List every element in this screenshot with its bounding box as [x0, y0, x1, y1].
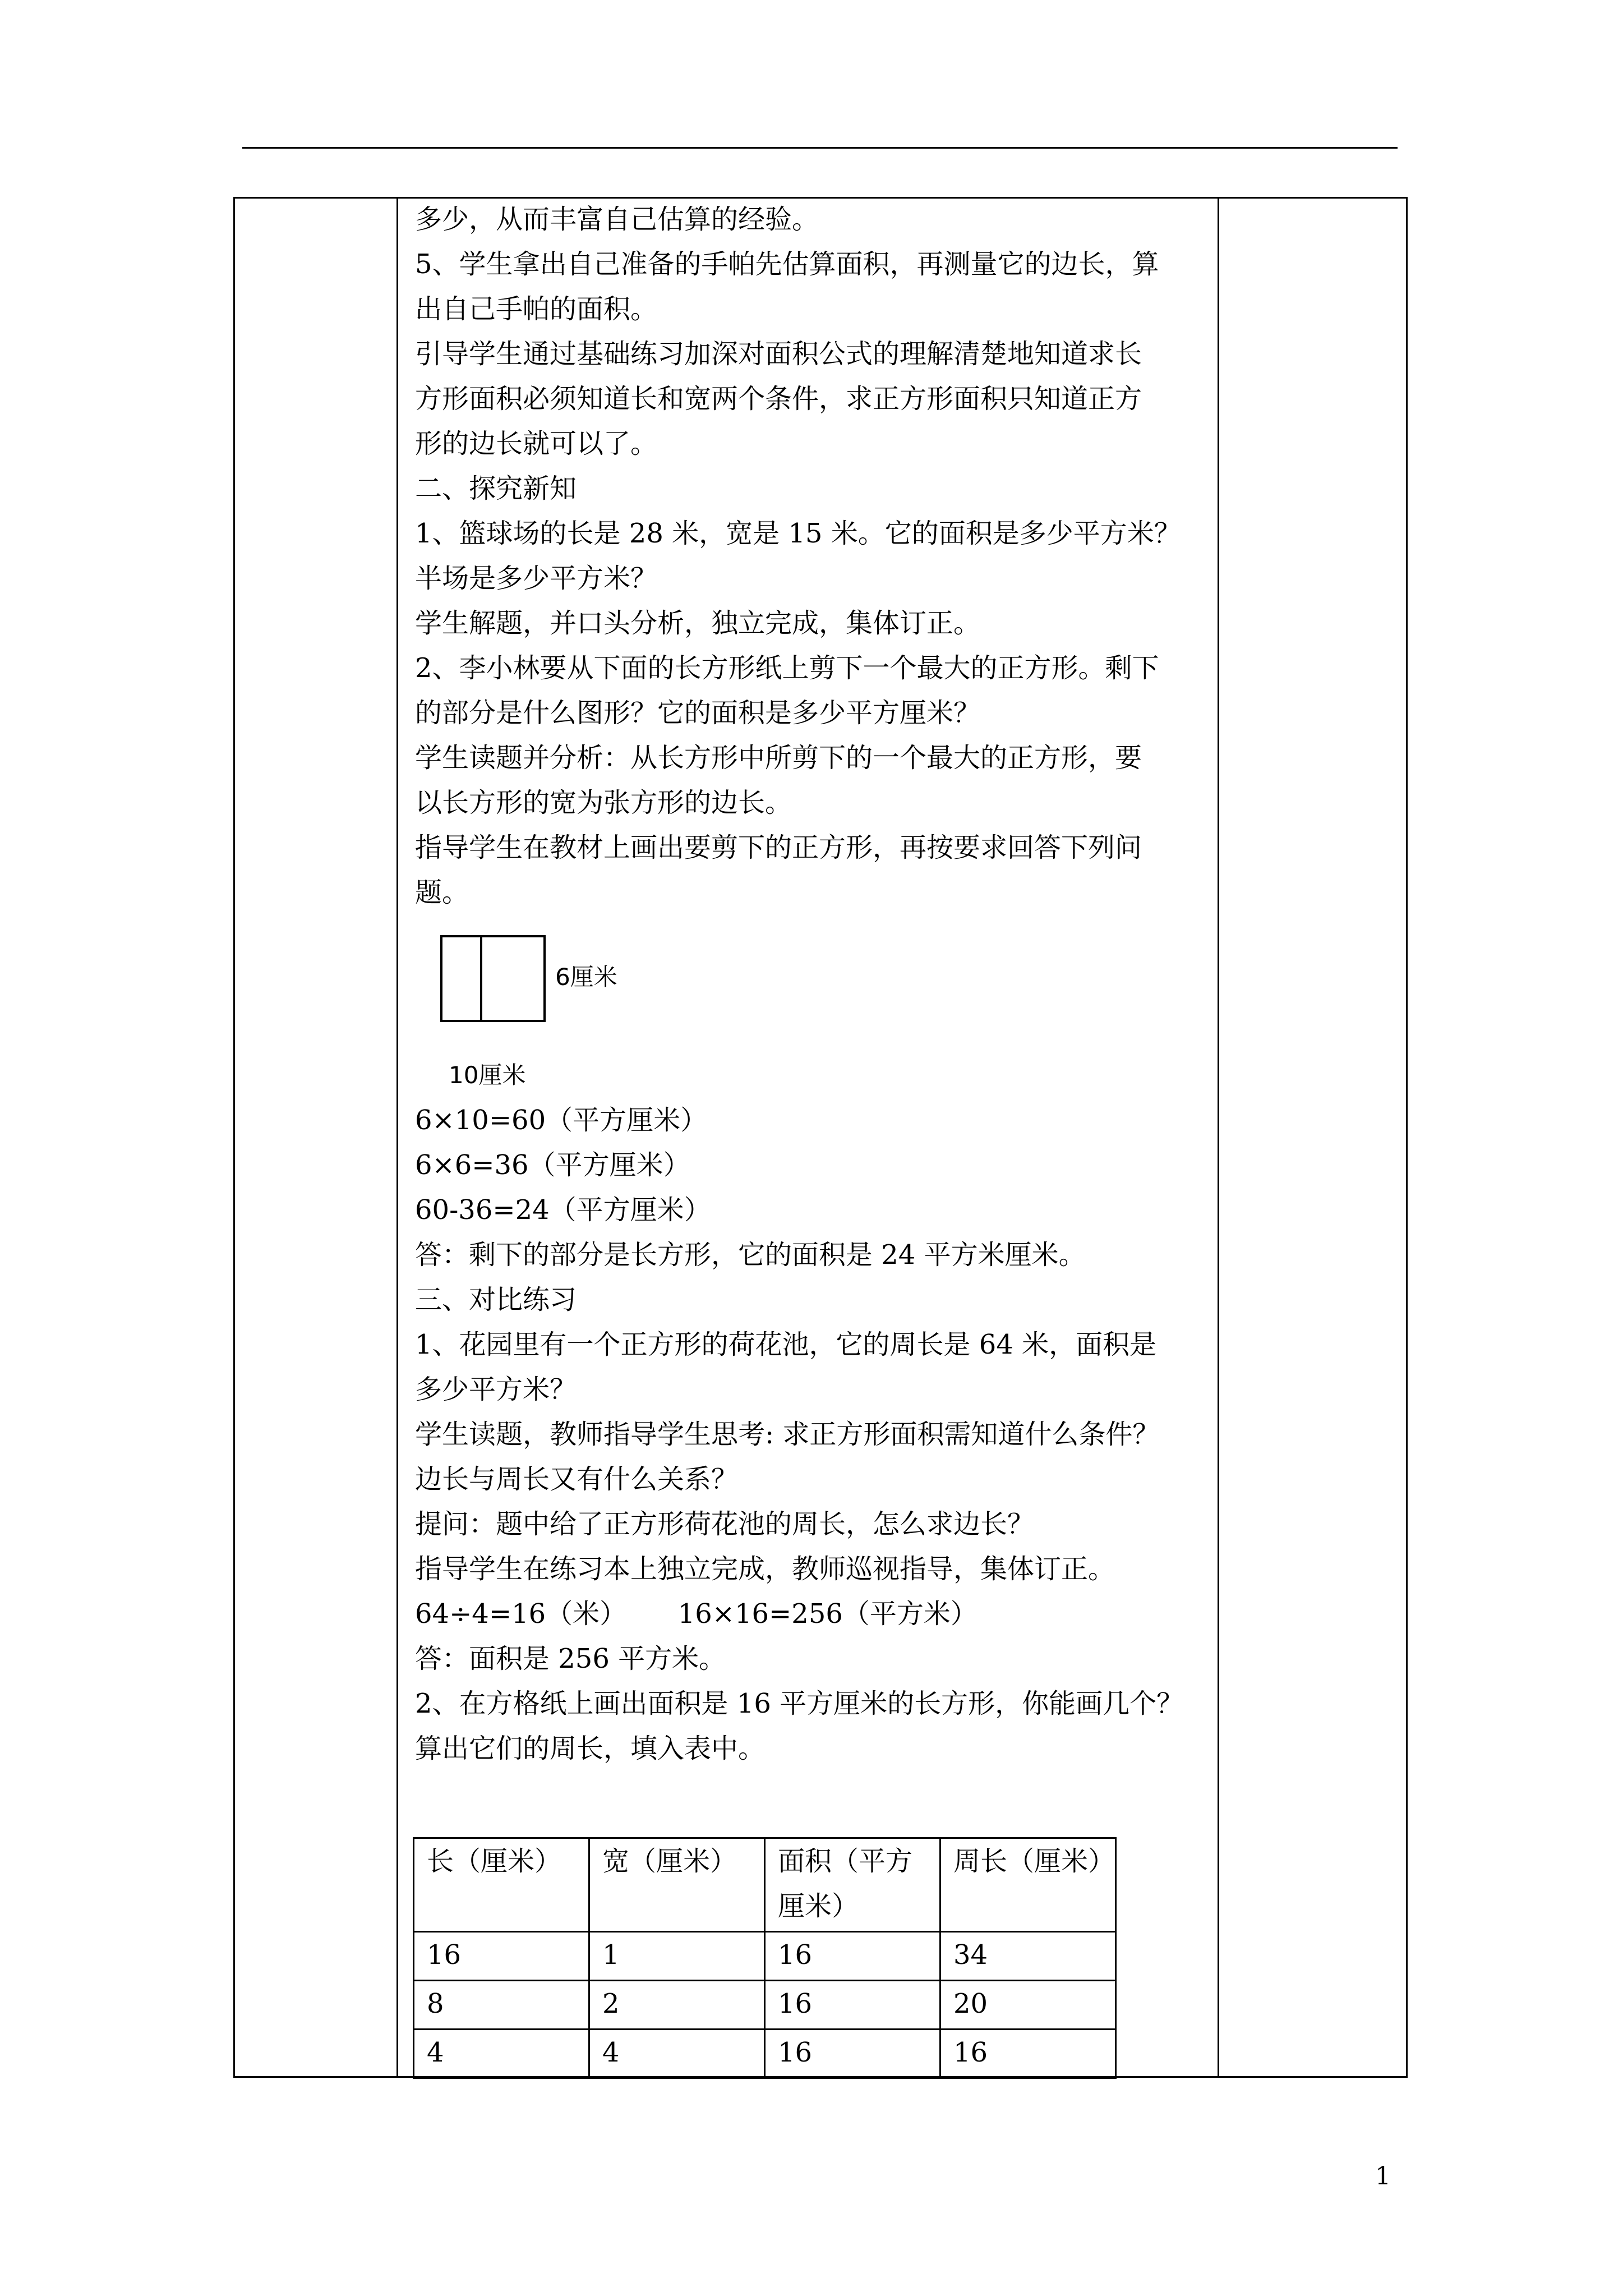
header-length: 长（厘米）	[414, 1838, 589, 1932]
table-cell: 20	[940, 1981, 1116, 2030]
perimeter-table	[413, 1837, 1117, 2079]
table-cell: 16	[765, 1932, 940, 1981]
text-line: 1、花园里有一个正方形的荷花池，它的周长是 64 米，面积是	[415, 1329, 1157, 1360]
section-heading: 三、对比练习	[415, 1284, 577, 1315]
table-cell: 1	[589, 1932, 765, 1981]
length-label: 10厘米	[449, 1061, 526, 1089]
text-line: 半场是多少平方米？	[415, 563, 658, 594]
table-cell: 16	[765, 1981, 940, 2030]
text-line: 1、篮球场的长是 28 米，宽是 15 米。它的面积是多少平方米？	[415, 518, 1181, 549]
table-cell: 2	[589, 1981, 765, 2030]
text-line: 多少平方米？	[415, 1374, 577, 1405]
text-line: 题。	[415, 877, 469, 908]
text-line: 6×6=36（平方厘米）	[415, 1149, 690, 1181]
rectangle-shape	[440, 935, 546, 1022]
text-line: 边长与周长又有什么关系？	[415, 1464, 739, 1495]
header-width: 宽（厘米）	[589, 1838, 765, 1932]
text-line: 学生读题并分析：从长方形中所剪下的一个最大的正方形，要	[415, 742, 1142, 774]
text-line: 引导学生通过基础练习加深对面积公式的理解清楚地知道求长	[415, 338, 1142, 370]
column-divider-left	[396, 199, 398, 2076]
text-line: 算出它们的周长，填入表中。	[415, 1733, 766, 1764]
text-line: 多少，从而丰富自己估算的经验。	[415, 204, 819, 235]
width-label: 6厘米	[555, 963, 617, 991]
header-perimeter: 周长（厘米）	[940, 1838, 1116, 1932]
rectangle-figure	[415, 935, 751, 1098]
text-line: 64÷4=16（米） 16×16=256（平方米）	[415, 1598, 978, 1630]
header-area-line2: 厘米）	[778, 1890, 859, 1922]
text-line: 的部分是什么图形？它的面积是多少平方厘米？	[415, 697, 981, 729]
table-cell: 8	[414, 1981, 589, 2030]
page-number: 1	[1375, 2162, 1391, 2191]
header-area	[765, 1838, 940, 1932]
square-cut-line	[480, 935, 482, 1022]
text-line: 60-36=24（平方厘米）	[415, 1194, 711, 1226]
text-line: 提问：题中给了正方形荷花池的周长，怎么求边长？	[415, 1508, 1035, 1540]
table-row	[414, 2030, 1116, 2078]
text-line: 2、在方格纸上画出面积是 16 平方厘米的长方形，你能画几个？	[415, 1688, 1184, 1719]
lesson-content	[415, 197, 1211, 1771]
header-area-line1: 面积（平方	[778, 1846, 913, 1877]
table-cell: 16	[940, 2030, 1116, 2078]
text-line: 方形面积必须知道长和宽两个条件，求正方形面积只知道正方	[415, 383, 1142, 415]
section-heading: 二、探究新知	[415, 473, 577, 504]
table-header-row	[414, 1838, 1116, 1932]
text-line: 6×10=60（平方厘米）	[415, 1105, 708, 1136]
text-line: 形的边长就可以了。	[415, 428, 658, 459]
table-cell: 4	[414, 2030, 589, 2078]
text-line: 指导学生在教材上画出要剪下的正方形，再按要求回答下列问	[415, 832, 1142, 863]
table-cell: 4	[589, 2030, 765, 2078]
text-line: 学生解题，并口头分析，独立完成，集体订正。	[415, 608, 981, 639]
table-cell: 16	[765, 2030, 940, 2078]
table-cell: 34	[940, 1932, 1116, 1981]
table-cell: 16	[414, 1932, 589, 1981]
column-divider-right	[1218, 199, 1219, 2076]
text-line: 学生读题，教师指导学生思考: 求正方形面积需知道什么条件？	[415, 1419, 1160, 1450]
text-line: 答：面积是 256 平方米。	[415, 1643, 726, 1674]
text-line: 5、学生拿出自己准备的手帕先估算面积，再测量它的边长，算	[415, 249, 1159, 280]
text-line: 2、李小林要从下面的长方形纸上剪下一个最大的正方形。剩下	[415, 652, 1159, 684]
text-line: 答：剩下的部分是长方形，它的面积是 24 平方米厘米。	[415, 1239, 1086, 1271]
text-line: 以长方形的宽为张方形的边长。	[415, 787, 792, 818]
table-row	[414, 1981, 1116, 2030]
text-line: 出自己手帕的面积。	[415, 293, 658, 325]
text-line: 指导学生在练习本上独立完成，教师巡视指导，集体订正。	[415, 1553, 1115, 1585]
header-rule	[242, 147, 1398, 149]
table-row	[414, 1932, 1116, 1981]
